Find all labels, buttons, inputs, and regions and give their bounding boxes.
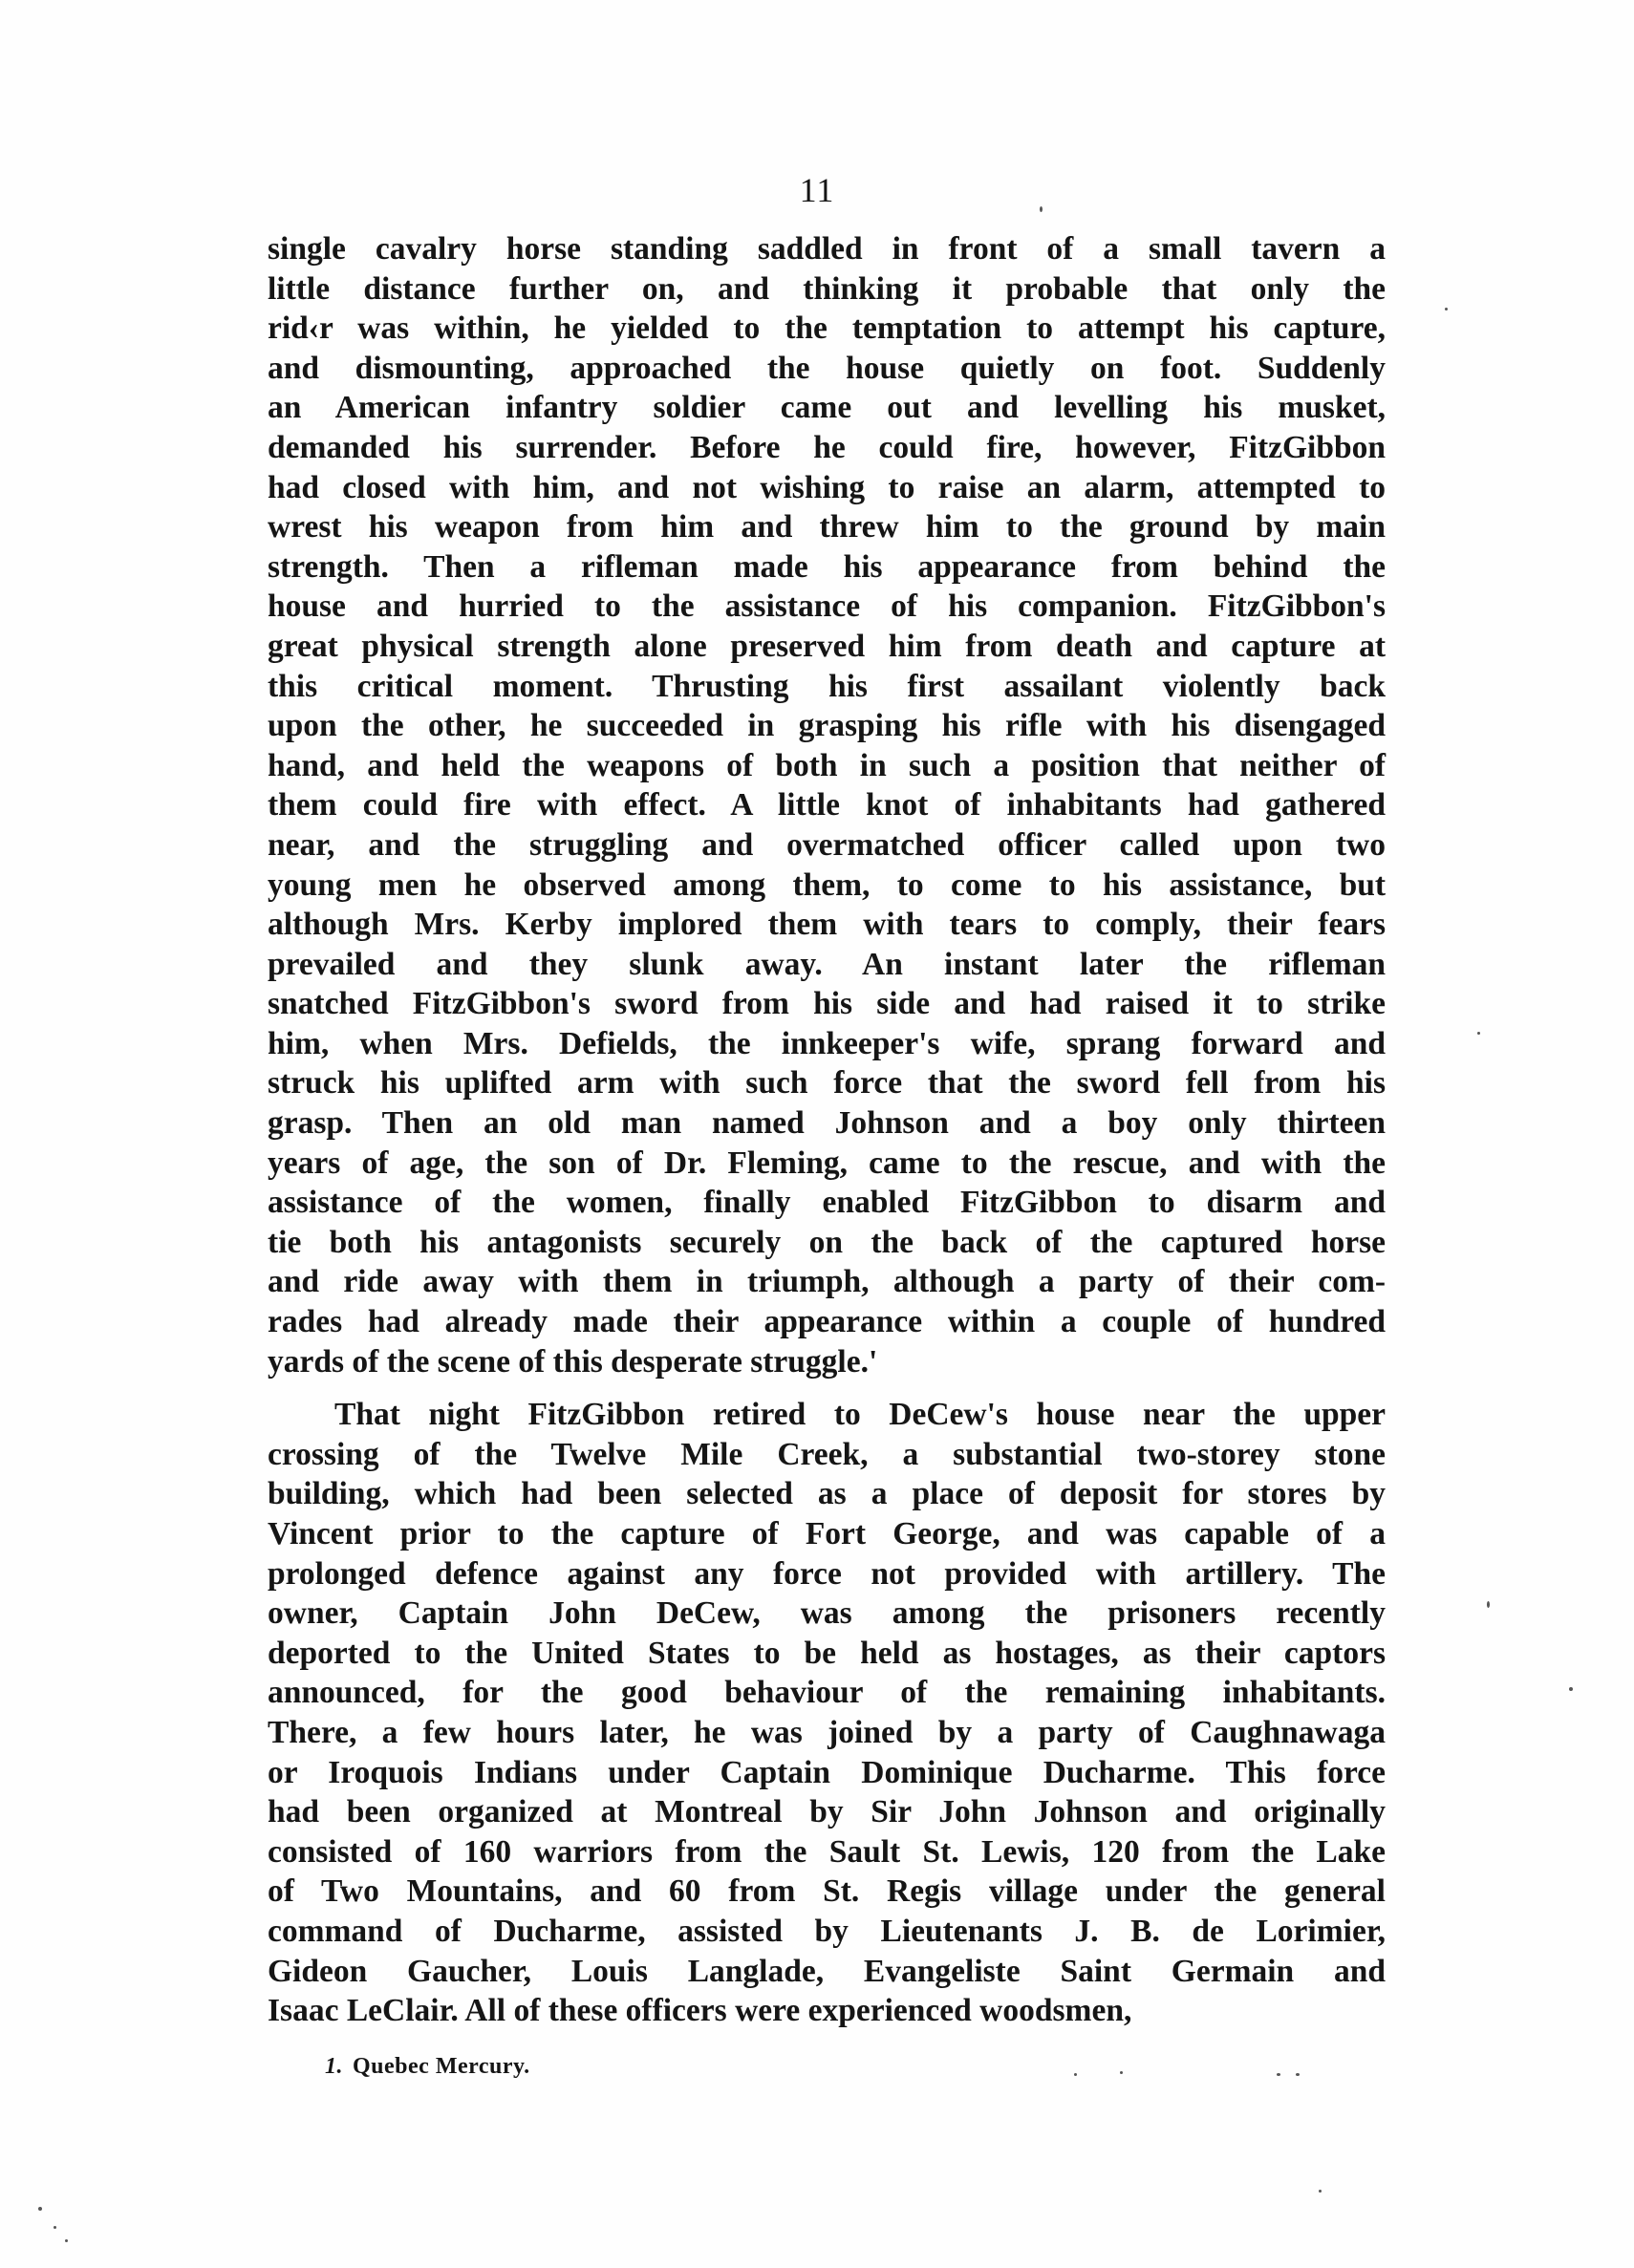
paragraph (268, 229, 1386, 1381)
scan-speck (65, 2239, 68, 2242)
scan-speck (1477, 1032, 1480, 1035)
text-line: prevailed and they slunk away. An instant later the rifleman (268, 946, 1386, 982)
text-line: crossing of the Twelve Mile Creek, a substantial two-storey stone (268, 1436, 1386, 1472)
text-line: had closed with him, and not wishing to raise an alarm, attempted to (268, 469, 1386, 505)
text-line: had been organized at Montreal by Sir John Johnson and originally (268, 1794, 1386, 1830)
footnote (325, 2054, 530, 2080)
text-line: hand, and held the weapons of both in such a position that neither of (268, 747, 1386, 783)
paragraph (268, 1395, 1386, 2031)
text-line: yards of the scene of this desperate struggle.' (268, 1343, 878, 1380)
body-text (268, 229, 1386, 2031)
scan-speck (1074, 2073, 1077, 2076)
text-line: prolonged defence against any force not provided with artillery. The (268, 1555, 1386, 1592)
scan-speck (1296, 2073, 1300, 2076)
text-line: him, when Mrs. Defields, the innkeeper's wife, sprang forward and (268, 1025, 1386, 1061)
text-line: although Mrs. Kerby implored them with tears to comply, their fears (268, 907, 1386, 943)
scan-speck (1277, 2073, 1280, 2076)
text-line: consisted of 160 warriors from the Sault St. Lewis, 120 from the Lake (268, 1833, 1386, 1870)
text-line: demanded his surrender. Before he could fire, however, FitzGibbon (268, 429, 1386, 465)
text-line: and ride away with them in triumph, although a party of their com- (268, 1264, 1386, 1300)
text-line: Gideon Gaucher, Louis Langlade, Evangeliste Saint Germain and (268, 1953, 1386, 1989)
text-line: snatched FitzGibbon's sword from his side and had raised it to strike (268, 986, 1386, 1022)
text-line: There, a few hours later, he was joined by a party of Caughnawaga (268, 1714, 1386, 1750)
text-line: and dismounting, approached the house quietly on foot. Suddenly (268, 350, 1386, 386)
text-line: of Two Mountains, and 60 from St. Regis village under the general (268, 1873, 1386, 1910)
text-line: strength. Then a rifleman made his appearance from behind the (268, 548, 1386, 585)
text-line: building, which had been selected as a place of deposit for stores by (268, 1476, 1386, 1512)
text-line: an American infantry soldier came out and levelling his musket, (268, 390, 1386, 426)
scan-speck (1445, 308, 1448, 310)
text-line: That night FitzGibbon retired to DeCew's house near the upper (334, 1397, 1386, 1433)
text-line: near, and the struggling and overmatched officer called upon two (268, 826, 1386, 863)
text-line: little distance further on, and thinking it probable that only the (268, 270, 1386, 307)
text-line: single cavalry horse standing saddled in front of a small tavern a (268, 231, 1386, 267)
paragraph-gap (268, 1381, 1386, 1395)
text-line: Vincent prior to the capture of Fort George, and was capable of a (268, 1516, 1386, 1551)
scan-speck (1319, 2190, 1322, 2193)
text-line: them could fire with effect. A little knot of inhabitants had gathered (268, 787, 1386, 824)
text-line: this critical moment. Thrusting his first assailant violently back (268, 668, 1386, 704)
text-line: assistance of the women, finally enabled FitzGibbon to disarm and (268, 1185, 1386, 1221)
text-line: announced, for the good behaviour of the remaining inhabitants. (268, 1675, 1386, 1711)
text-line: deported to the United States to be held as hostages, as their captors (268, 1635, 1386, 1671)
text-line: upon the other, he succeeded in grasping his rifle with his disengaged (268, 708, 1386, 744)
text-line: owner, Captain John DeCew, was among the prisoners recently (268, 1595, 1386, 1632)
scan-speck (54, 2226, 56, 2229)
text-line: command of Ducharme, assisted by Lieutenants J. B. de Lorimier, (268, 1913, 1386, 1949)
text-line: grasp. Then an old man named Johnson and a boy only thirteen (268, 1105, 1386, 1142)
text-line: tie both his antagonists securely on the back of the captured horse (268, 1224, 1386, 1260)
footnote-marker: 1. (325, 2054, 343, 2079)
page-number: 11 (799, 171, 835, 209)
scan-speck (1569, 1687, 1573, 1691)
text-line: Isaac LeClair. All of these officers were experienced woodsmen, (268, 1993, 1132, 2029)
text-line: years of age, the son of Dr. Fleming, came to the rescue, and with the (268, 1145, 1386, 1181)
scan-speck (1120, 2071, 1123, 2074)
scan-speck (1487, 1601, 1490, 1608)
scan-speck (38, 2207, 42, 2211)
text-line: great physical strength alone preserved him from death and capture at (268, 628, 1386, 664)
text-line: struck his uplifted arm with such force that the sword fell from his (268, 1065, 1386, 1102)
footnote-text: Quebec Mercury. (353, 2054, 530, 2079)
text-line: house and hurried to the assistance of his companion. FitzGibbon's (268, 588, 1386, 625)
scan-speck (1040, 206, 1043, 212)
text-line: rades had already made their appearance within a couple of hundred (268, 1304, 1386, 1340)
text-line: or Iroquois Indians under Captain Dominique Ducharme. This force (268, 1754, 1386, 1790)
text-line: young men he observed among them, to come to his assistance, but (268, 867, 1386, 903)
text-line: rid‹r was within, he yielded to the temptation to attempt his capture, (268, 310, 1386, 347)
text-line: wrest his weapon from him and threw him to the ground by main (268, 509, 1386, 546)
